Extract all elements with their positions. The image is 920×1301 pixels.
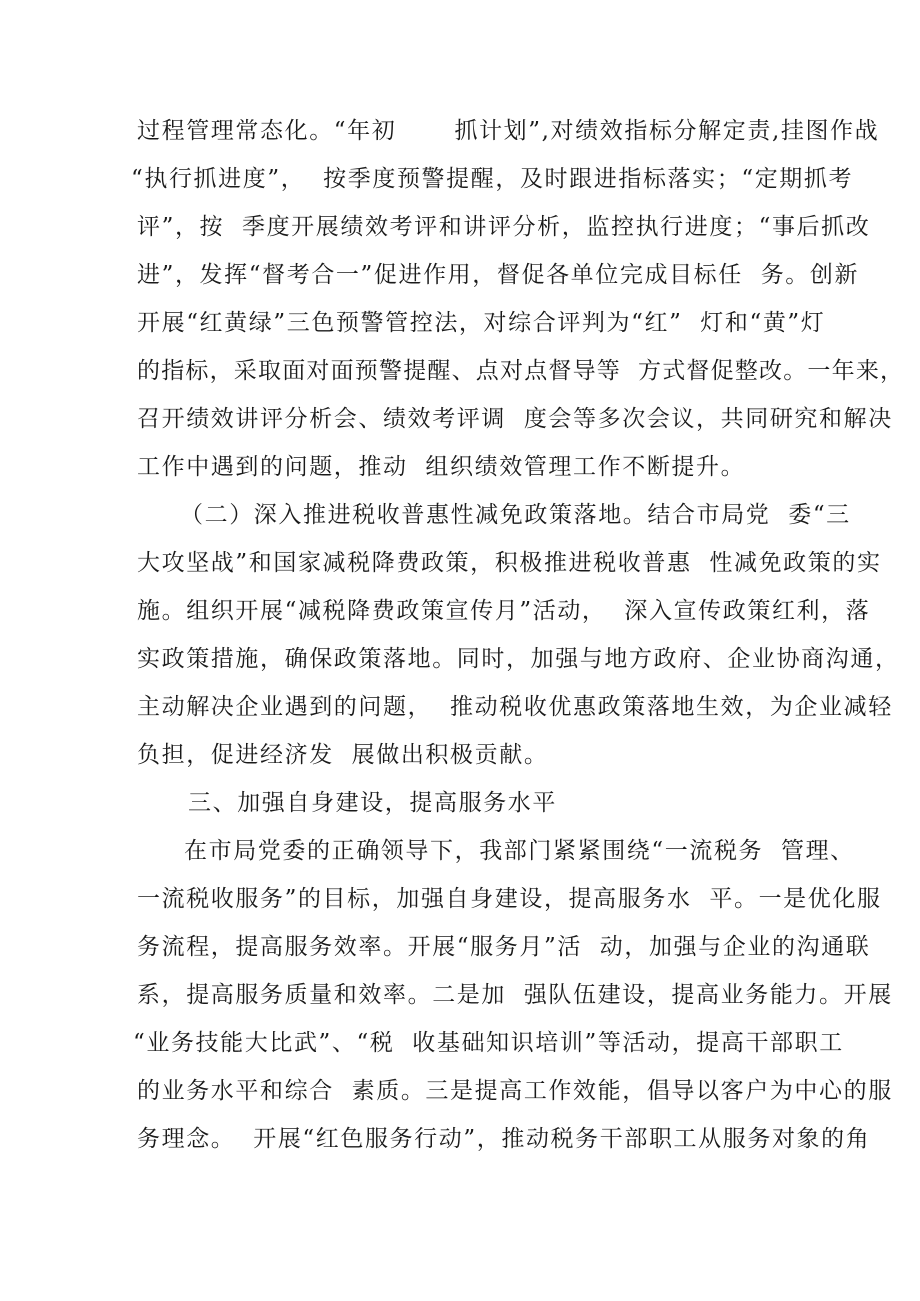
text-line: 评”，按 季度开展绩效考评和讲评分析，监控执行进度；“事后抓改 <box>137 214 871 240</box>
text-line: 务流程，提高服务效率。开展“服务月”活 动，加强与企业的沟通联 <box>137 934 871 960</box>
paragraph-first-line: 在市局党委的正确领导下，我部门紧紧围绕“一流税务 管理、 <box>184 838 855 864</box>
text-line: 系，提高服务质量和效率。二是加 强队伍建设，提高业务能力。开展 <box>137 982 893 1008</box>
text-line: “业务技能大比武”、“税 收基础知识培训”等活动，提高干部职工 <box>133 1030 844 1056</box>
text-line: 一流税收服务”的目标，加强自身建设，提高服务水 平。一是优化服 <box>137 886 882 912</box>
text-line: 实政策措施，确保政策落地。同时，加强与地方政府、企业协商沟通， <box>137 646 900 672</box>
text-line: 的指标，采取面对面预警提醒、点对点督导等 方式督促整改。一年来， <box>137 358 905 384</box>
text-line: 的业务水平和综合 素质。三是提高工作效能，倡导以客户为中心的服 <box>137 1078 893 1104</box>
text-line: 施。组织开展“减税降费政策宣传月”活动， 深入宣传政策红利，落 <box>137 598 871 624</box>
text-line: 负担，促进经济发 展做出积极贡献。 <box>137 742 549 768</box>
text-line: 务理念。 开展“红色服务行动”，推动税务干部职工从服务对象的角 <box>137 1126 871 1152</box>
text-line: 工作中遇到的问题，推动 组织绩效管理工作不断提升。 <box>137 454 746 480</box>
text-line: 召开绩效讲评分析会、绩效考评调 度会等多次会议，共同研究和解决 <box>137 406 893 432</box>
chapter-heading: 三、加强自身建设，提高服务水平 <box>188 790 557 816</box>
text-line: 主动解决企业遇到的问题， 推动税收优惠政策落地生效，为企业减轻 <box>137 694 893 720</box>
text-line: 开展“红黄绿”三色预警管控法，对综合评判为“红” 灯和“黄”灯 <box>137 310 826 336</box>
section-heading: （二）深入推进税收普惠性减免政策落地。结合市局党 委“三 <box>180 502 851 528</box>
text-line: “执行抓进度”， 按季度预警提醒，及时跟进指标落实；“定期抓考 <box>131 166 854 192</box>
text-line: 过程管理常态化。“年初 抓计划”,对绩效指标分解定责,挂图作战 <box>137 118 880 144</box>
text-line: 进”，发挥“督考合一”促进作用，督促各单位完成目标任 务。创新 <box>137 262 860 288</box>
text-line: 大攻坚战”和国家减税降费政策，积极推进税收普惠 性减免政策的实 <box>137 550 882 576</box>
